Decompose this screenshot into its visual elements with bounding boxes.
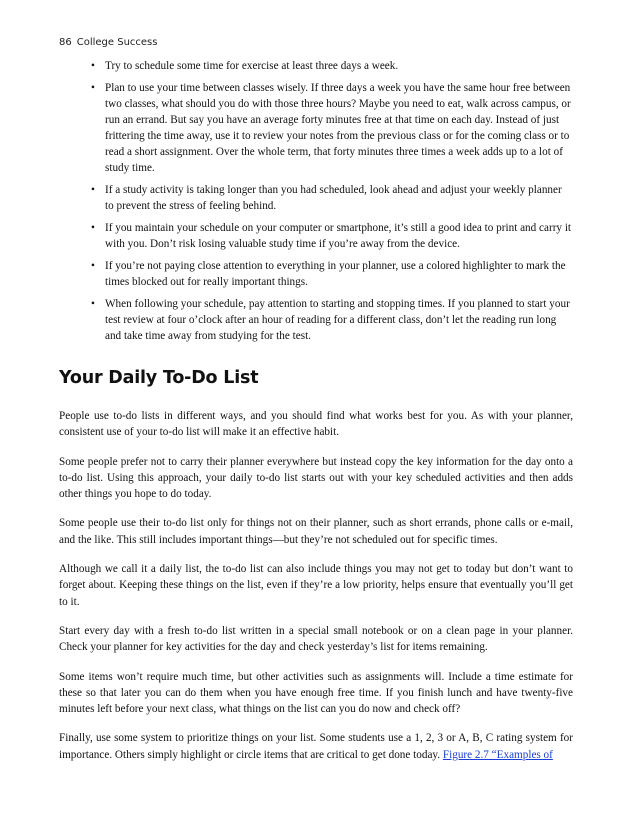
paragraph-last bbox=[59, 730, 573, 763]
paragraph: Some items won’t require much time, but other activities such as assignments will. Include a time estimate for these so that later you can do them when you have enough free time. If you finish lunch and have twenty-five minutes left before your next class, what things on the list can you do now and check off? bbox=[59, 670, 573, 716]
bullet-item: • Plan to use your time between classes wisely. If three days a week you have the same hour free between two classes, what should you do with those three hours? Maybe you need to eat, walk across campus, or run an errand. But say you have an average forty minutes free at that time on each day. Instead of just frittering the time away, use it to review your notes from the previous class or for the coming class or to read a short assignment. Over the whole term, that forty minutes three times a week adds up to a lot of study time. bbox=[91, 80, 573, 176]
paragraph-text: Finally, use some system to prioritize things on your list. Some students use a 1, 2, 3 or A, B, C rating system for importance. Others simply highlight or circle items that are critical to get done today. bbox=[59, 732, 573, 761]
bullet-item: • When following your schedule, pay attention to starting and stopping times. If you planned to start your test review at four o’clock after an hour of reading for a different class, don’t let the reading run long and take time away from studying for the test. bbox=[91, 296, 573, 344]
paragraph: Some people use their to-do list only for things not on their planner, such as short errands, phone calls or e-mail, and the like. This still includes important things—but they’re not scheduled out for specific times. bbox=[59, 517, 573, 546]
paragraph: Start every day with a fresh to-do list written in a special small notebook or on a clean page in your planner. Check your planner for key activities for the day and check yesterday’s list for items remaining. bbox=[59, 624, 573, 654]
book-title: College Success bbox=[76, 37, 158, 48]
running-header bbox=[59, 37, 157, 48]
bullet-item: • If a study activity is taking longer than you had scheduled, look ahead and adjust your weekly planner to prevent the stress of feeling behind. bbox=[91, 182, 573, 214]
page-number: 86 bbox=[59, 37, 72, 48]
bullet-item: • If you’re not paying close attention to everything in your planner, use a colored highlighter to mark the times blocked out for really important things. bbox=[91, 258, 573, 290]
bullet-item: • Try to schedule some time for exercise at least three days a week. bbox=[91, 58, 573, 74]
tips-bullet-list bbox=[91, 58, 573, 350]
paragraph: Although we call it a daily list, the to-do list can also include things you may not get to today but don’t want to forget about. Keeping these things on the list, even if they’re a low priority, helps ensure that eventually you’ll get to it. bbox=[59, 563, 573, 608]
paragraph: People use to-do lists in different ways, and you should find what works best for you. As with your planner, consistent use of your to-do list will make it an effective habit. bbox=[59, 410, 573, 439]
section-body bbox=[59, 408, 573, 776]
figure-link[interactable]: Figure 2.7 “Examples of bbox=[442, 748, 553, 761]
paragraph: Some people prefer not to carry their planner everywhere but instead copy the key information for the day onto a to-do list. Using this approach, your daily to-do list starts out with your key scheduled activities and then adds other things you hope to do today. bbox=[59, 455, 573, 501]
section-heading: Your Daily To-Do List bbox=[59, 368, 259, 388]
bullet-item: • If you maintain your schedule on your computer or smartphone, it’s still a good idea to print and carry it with you. Don’t risk losing valuable study time if you’re away from the device. bbox=[91, 220, 573, 252]
